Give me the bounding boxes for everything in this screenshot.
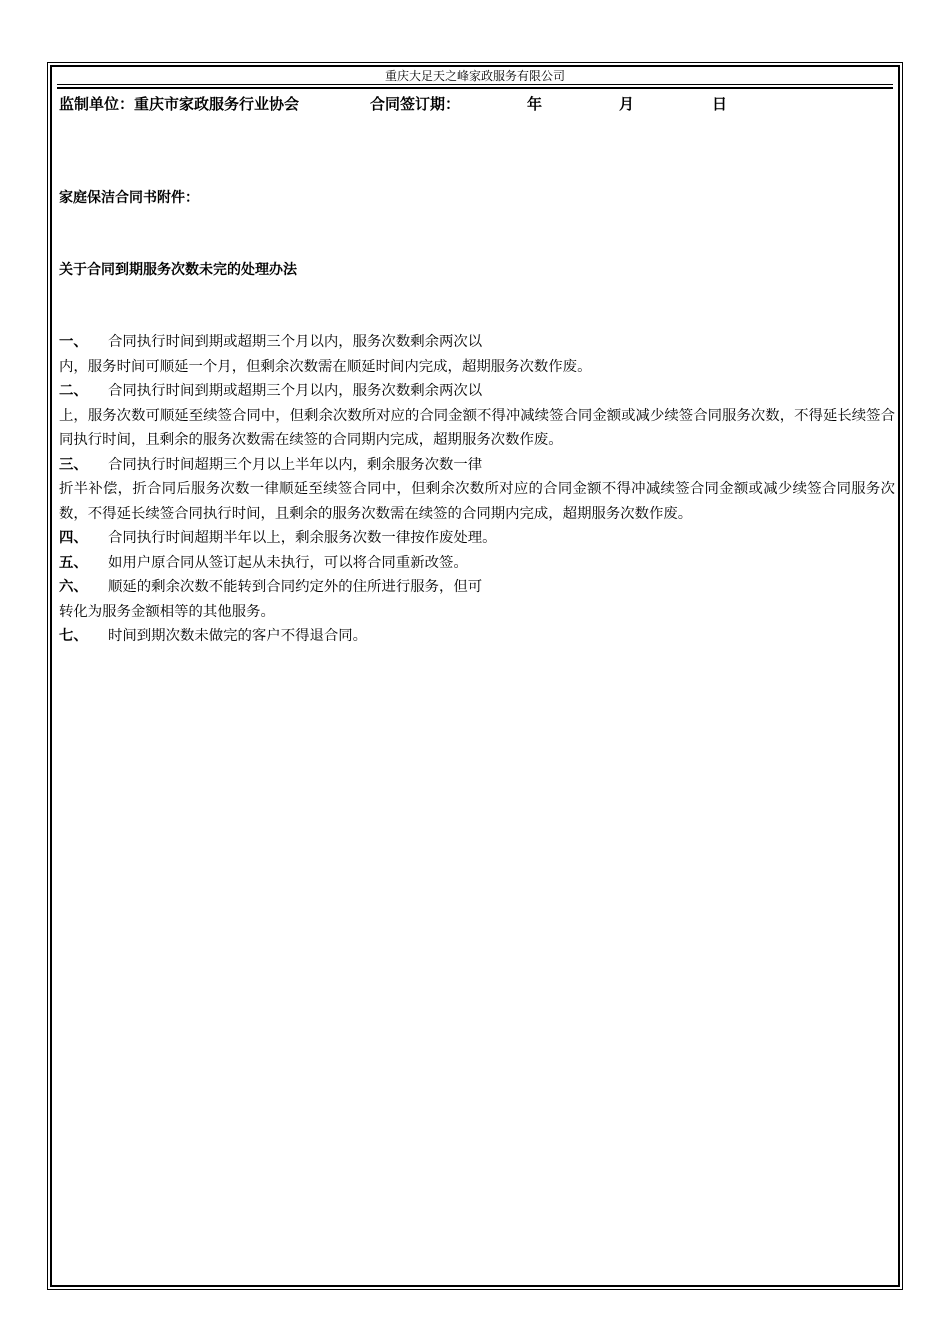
clause-4 [59,526,895,551]
clause-list [59,330,895,649]
clause-3 [59,453,895,527]
clause-text: 合同执行时间到期或超期三个月以内，服务次数剩余两次以 [108,383,483,399]
supervisor-label: 监制单位：重庆市家政服务行业协会 [59,95,300,113]
date-year: 年 [527,95,543,113]
page-border-inner [50,65,900,1287]
clause-number: 一、 [59,334,88,350]
clause-text-continued: 内，服务时间可顺延一个月，但剩余次数需在顺延时间内完成，超期服务次数作废。 [59,358,592,375]
attachment-title: 家庭保洁合同书附件： [59,190,199,206]
clause-text-continued: 上，服务次数可顺延至续签合同中，但剩余次数所对应的合同金额不得冲减续签合同金额或减少续签合同服务次数，不得延长续签合同执行时间，且剩余的服务次数需在续签的合同期内完成，超期服务次数作废。 [59,407,895,448]
clause-text: 合同执行时间超期半年以上，剩余服务次数一律按作废处理。 [108,530,497,546]
clause-text-continued: 转化为服务金额相等的其他服务。 [59,603,275,620]
section-title: 关于合同到期服务次数未完的处理办法 [59,262,297,278]
date-day: 日 [712,95,728,113]
clause-text-continued: 折半补偿，折合同后服务次数一律顺延至续签合同中，但剩余次数所对应的合同金额不得冲减续签合同金额或减少续签合同服务次数，不得延长续签合同执行时间，且剩余的服务次数需在续签的合同期内完成，超期服务次数作废。 [59,481,895,522]
signing-date-label: 合同签订期： [370,95,461,113]
clause-number: 三、 [59,456,88,473]
clause-number: 五、 [59,554,88,571]
date-month: 月 [619,95,635,113]
clause-text: 合同执行时间到期或超期三个月以内，服务次数剩余两次以 [108,334,483,350]
clause-text: 合同执行时间超期三个月以上半年以内，剩余服务次数一律 [108,456,483,473]
clause-text: 顺延的剩余次数不能转到合同约定外的住所进行服务，但可 [108,579,483,595]
clause-number: 六、 [59,579,88,595]
clause-number: 二、 [59,383,88,399]
clause-5 [59,551,895,576]
header-rule [57,84,893,85]
clause-number: 四、 [59,530,88,546]
clause-number: 七、 [59,628,88,644]
header-rule-thick [57,87,893,89]
company-header: 重庆大足天之峰家政服务有限公司 [384,69,565,83]
clause-1 [59,330,895,379]
clause-7 [59,624,895,649]
clause-text: 如用户原合同从签订起从未执行，可以将合同重新改签。 [108,554,468,571]
clause-2 [59,379,895,453]
clause-6 [59,575,895,624]
clause-text: 时间到期次数未做完的客户不得退合同。 [108,628,368,644]
